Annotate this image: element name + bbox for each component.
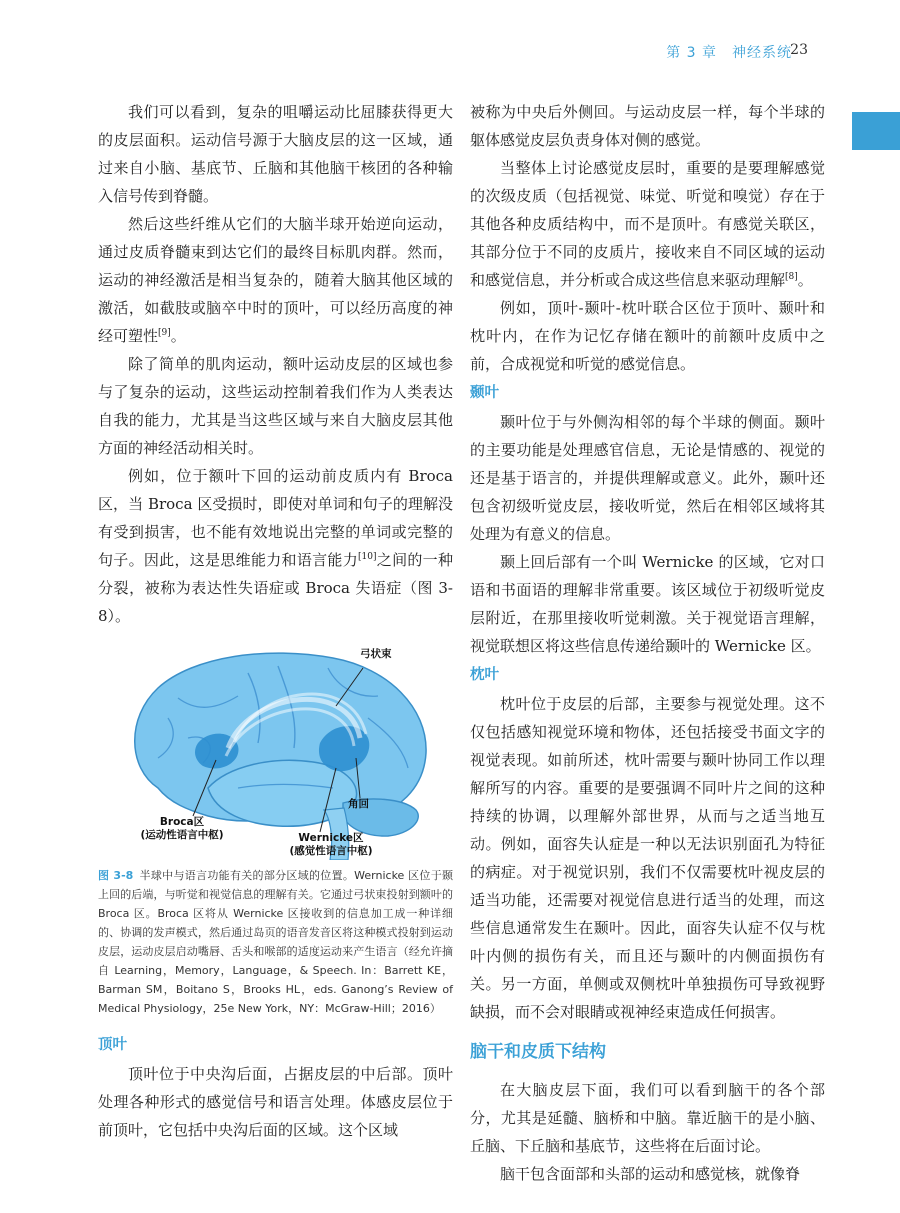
arcuate-fasciculus-label: 弓状束 <box>360 648 392 660</box>
page-number: 23 <box>790 42 808 58</box>
broca-area-label: Broca区 (运动性语言中枢) <box>140 816 224 841</box>
paragraph: 在大脑皮层下面，我们可以看到脑干的各个部分，尤其是延髓、脑桥和中脑。靠近脑干的是小脑、丘脑、下丘脑和基底节，这些将在后面讨论。 <box>470 1081 825 1155</box>
paragraph: 例如，位于额叶下回的运动前皮质内有 Broca 区，当 Broca 区受损时，即使对单词和句子的理解没有受到损害，也不能有效地说出完整的单词或完整的句子。因此，这是思维能力和语言能力[10]之间的一种分裂，被称为表达性失语症或 Broca 失语症（图 3-8）。 <box>98 467 453 625</box>
citation: [8] <box>785 272 798 282</box>
paragraph: 颞上回后部有一个叫 Wernicke 的区域，它对口语和书面语的理解非常重要。该区域位于初级听觉皮层附近，在那里接收听觉刺激。关于视觉语言理解，视觉联想区将这些信息传递给颞叶的 Wernicke 区。 <box>470 553 825 655</box>
figure-caption: 图 3-8 半球中与语言功能有关的部分区域的位置。Wernicke 区位于颞上回的后端，与听觉和视觉信息的理解有关。它通过弓状束投射到额叶的 Broca 区。Broca 区将从 Wernicke 区接收到的信息加工成一种详细的、协调的发声模式，然后通过岛页的语音发音区将这种模式投射到运动皮层，运动皮层启动嘴唇、舌头和喉部的适度运动来产生语言（经允许摘自 Learning，Memory，Language，& Speech. In：Barrett KE，Barman SM，Boitano S，Brooks HL，eds. Ganong’s Review of Medical Physiology，25e New York，NY：McGraw-Hill；2016） <box>98 869 453 1015</box>
chapter-title: 第 3 章 神经系统 <box>666 45 792 61</box>
paragraph: 脑干包含面部和头部的运动和感觉核，就像脊 <box>500 1165 801 1183</box>
paragraph: 例如，顶叶-颞叶-枕叶联合区位于顶叶、颞叶和枕叶内，在作为记忆存储在额叶的前额叶皮质中之前，合成视觉和听觉的感觉信息。 <box>470 299 825 373</box>
brain-language-figure <box>98 638 453 860</box>
paragraph: 顶叶位于中央沟后面，占据皮层的中后部。顶叶处理各种形式的感觉信号和语言处理。体感皮层位于前顶叶，它包括中央沟后面的区域。这个区域 <box>98 1065 453 1139</box>
section-heading-occipital: 枕叶 <box>470 667 499 683</box>
running-header <box>0 42 900 68</box>
citation: [10] <box>358 552 377 562</box>
section-heading-parietal: 顶叶 <box>98 1037 127 1053</box>
paragraph: 除了简单的肌肉运动，额叶运动皮层的区域也参与了复杂的运动，这些运动控制着我们作为人类表达自我的能力，尤其是当这些区域与来自大脑皮层其他方面的神经活动相关时。 <box>98 355 453 457</box>
section-heading-temporal: 颞叶 <box>470 385 499 401</box>
paragraph: 然后这些纤维从它们的大脑半球开始逆向运动，通过皮质脊髓束到达它们的最终目标肌肉群。然而，运动的神经激活是相当复杂的，随着大脑其他区域的激活，如截肢或脑卒中时的顶叶，可以经历高度的神经可塑性[9]。 <box>98 215 453 345</box>
paragraph: 枕叶位于皮层的后部，主要参与视觉处理。这不仅包括感知视觉环境和物体，还包括接受书面文字的视觉表现。如前所述，枕叶需要与颞叶协同工作以理解所写的内容。重要的是要强调不同叶片之间的这种持续的协调，以理解外部世界，从而与之适当地互动。例如，面容失认症是一种以无法识别面孔为特征的病症。对于视觉识别，我们不仅需要枕叶视皮层的适当功能，还需要对视觉信息进行适当的处理，而这些信息通常发生在颞叶。因此，面容失认症不仅与枕叶内侧的损伤有关，而且还与颞叶的内侧面损伤有关。另一方面，单侧或双侧枕叶单独损伤可导致视野缺损，而不会对眼睛或视神经束造成任何损害。 <box>470 695 825 1021</box>
wernicke-area-label: Wernicke区 (感觉性语言中枢) <box>289 832 373 857</box>
paragraph: 我们可以看到，复杂的咀嚼运动比屈膝获得更大的皮层面积。运动信号源于大脑皮层的这一区域，通过来自小脑、基底节、丘脑和其他脑干核团的各种输入信号传到脊髓。 <box>98 103 453 205</box>
paragraph: 被称为中央后外侧回。与运动皮层一样，每个半球的躯体感觉皮层负责身体对侧的感觉。 <box>470 103 825 149</box>
chapter-side-tab <box>852 112 900 150</box>
left-column <box>98 98 453 1144</box>
angular-gyrus-label: 角回 <box>348 798 369 810</box>
citation: [9] <box>158 328 171 338</box>
caption-number: 图 3-8 <box>98 869 134 882</box>
section-heading-brainstem: 脑干和皮质下结构 <box>470 1042 606 1062</box>
paragraph: 颞叶位于与外侧沟相邻的每个半球的侧面。颞叶的主要功能是处理感官信息，无论是情感的、视觉的还是基于语言的，并提供理解或意义。此外，颞叶还包含初级听觉皮层，接收听觉，然后在相邻区域将其处理为有意义的信息。 <box>470 413 825 543</box>
paragraph: 当整体上讨论感觉皮层时，重要的是要理解感觉的次级皮质（包括视觉、味觉、听觉和嗅觉）存在于其他各种皮质结构中，而不是顶叶。有感觉关联区，其部分位于不同的皮质片，接收来自不同区域的运动和感觉信息，并分析或合成这些信息来驱动理解[8]。 <box>470 159 825 289</box>
right-column <box>470 98 825 1188</box>
